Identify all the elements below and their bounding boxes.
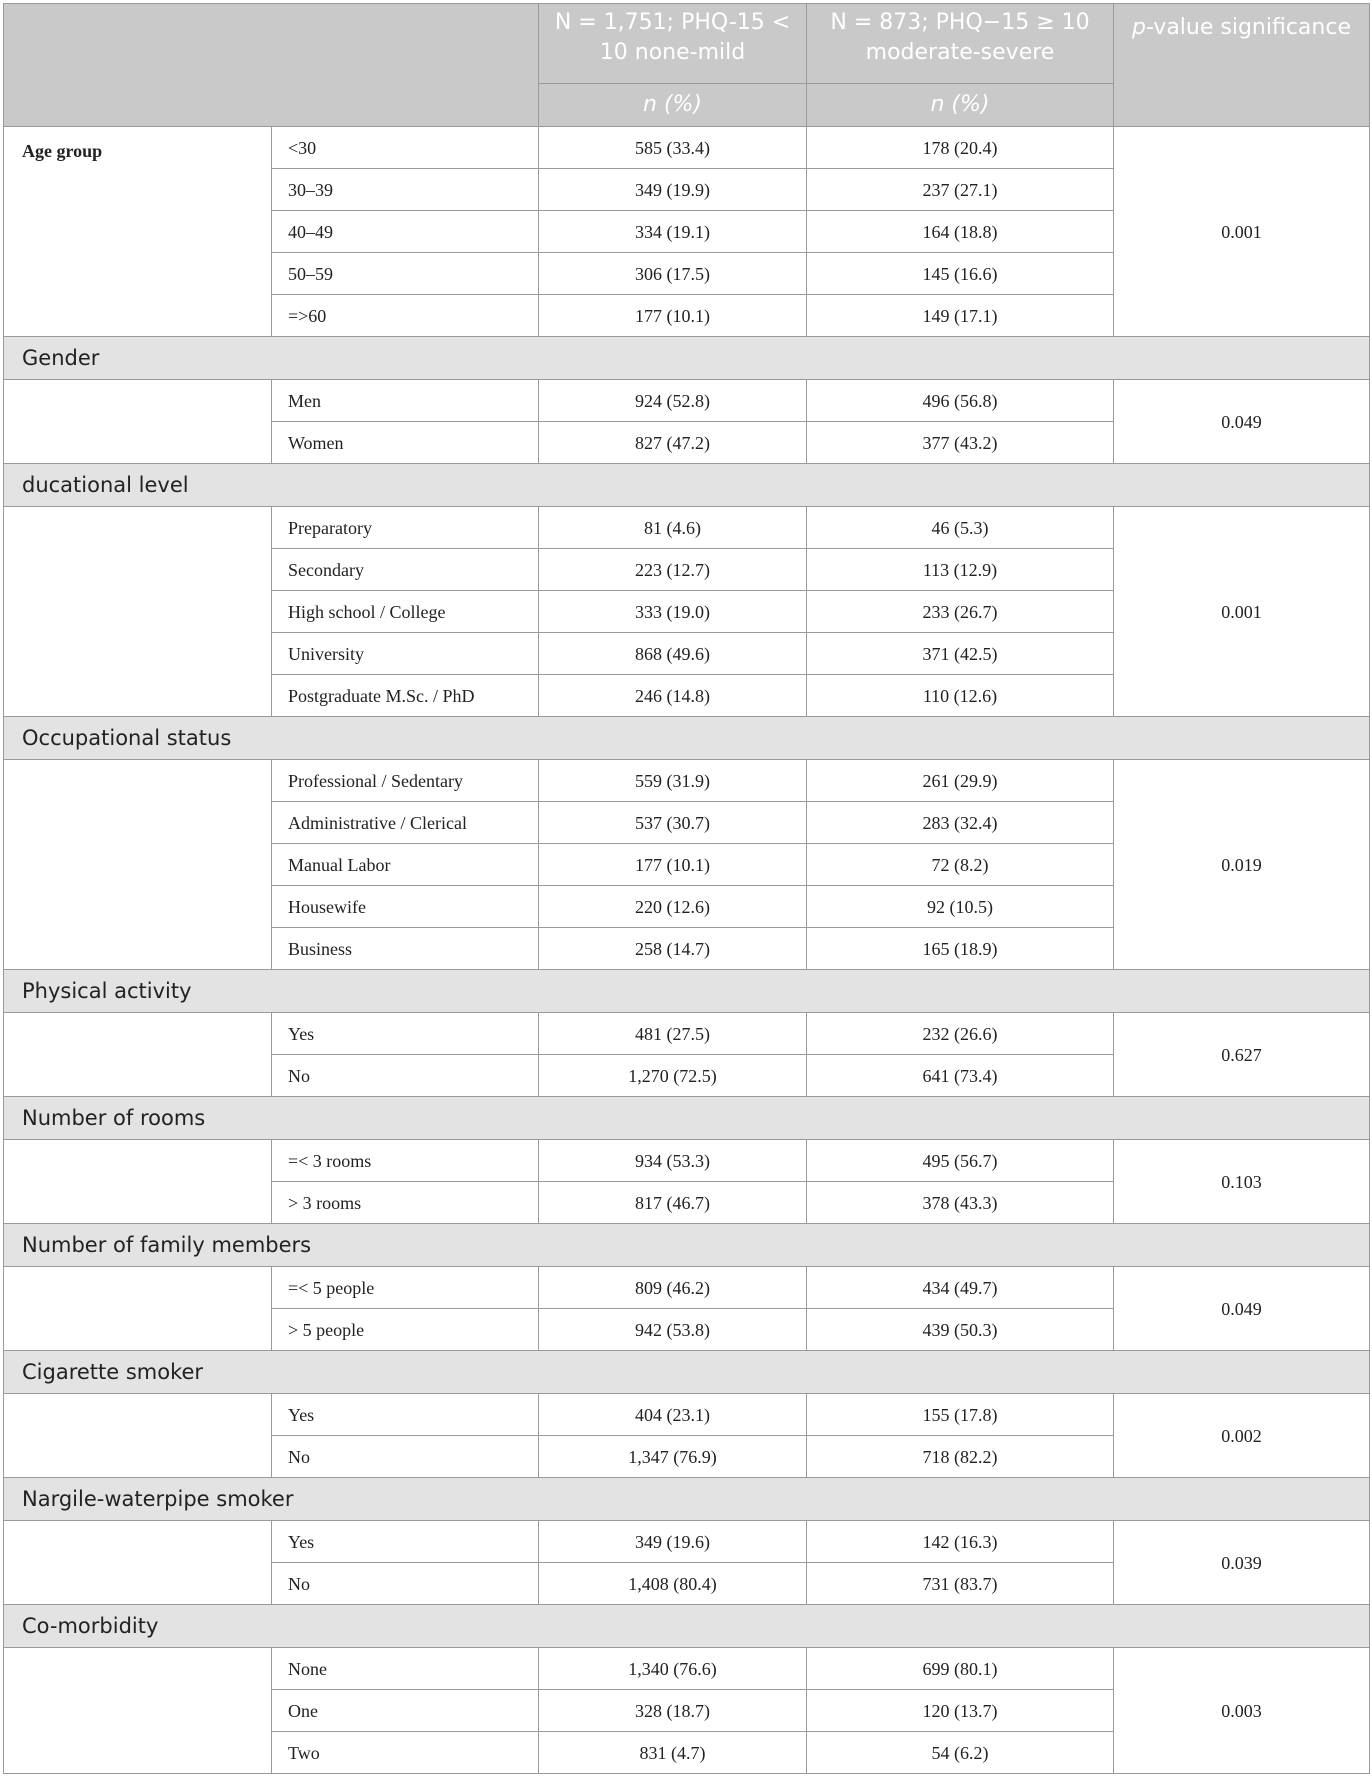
value-moderate-severe: 731 (83.7)	[807, 1563, 1114, 1605]
value-moderate-severe: 155 (17.8)	[807, 1394, 1114, 1436]
table-row	[4, 1521, 1370, 1563]
category-cell: 30–39	[272, 169, 539, 211]
value-moderate-severe: 496 (56.8)	[807, 380, 1114, 422]
value-moderate-severe: 283 (32.4)	[807, 802, 1114, 844]
category-cell: > 5 people	[272, 1309, 539, 1351]
value-none-mild: 333 (19.0)	[539, 591, 807, 633]
value-moderate-severe: 110 (12.6)	[807, 675, 1114, 717]
value-moderate-severe: 145 (16.6)	[807, 253, 1114, 295]
section-title: Number of rooms	[4, 1097, 1370, 1140]
value-moderate-severe: 142 (16.3)	[807, 1521, 1114, 1563]
category-cell: No	[272, 1055, 539, 1097]
table-row	[4, 380, 1370, 422]
table-header	[4, 4, 1370, 127]
value-moderate-severe: 439 (50.3)	[807, 1309, 1114, 1351]
value-moderate-severe: 46 (5.3)	[807, 507, 1114, 549]
blank-cell	[4, 1267, 272, 1351]
value-none-mild: 924 (52.8)	[539, 380, 807, 422]
value-moderate-severe: 178 (20.4)	[807, 127, 1114, 169]
value-none-mild: 306 (17.5)	[539, 253, 807, 295]
header-p-value	[1114, 4, 1370, 127]
category-cell: None	[272, 1648, 539, 1690]
value-moderate-severe: 72 (8.2)	[807, 844, 1114, 886]
section-header-row	[4, 1097, 1370, 1140]
table-row	[4, 1394, 1370, 1436]
value-none-mild: 349 (19.9)	[539, 169, 807, 211]
header-n-pct: n (%)	[807, 84, 1114, 127]
section-title: Physical activity	[4, 970, 1370, 1013]
value-none-mild: 827 (47.2)	[539, 422, 807, 464]
value-moderate-severe: 233 (26.7)	[807, 591, 1114, 633]
p-value: 0.627	[1114, 1013, 1370, 1097]
category-cell: =< 5 people	[272, 1267, 539, 1309]
p-value: 0.001	[1114, 507, 1370, 717]
blank-cell	[4, 1648, 272, 1774]
category-cell: Yes	[272, 1521, 539, 1563]
section-header-row	[4, 1605, 1370, 1648]
group-label: Age group	[4, 127, 272, 337]
header-none-mild: N = 1,751; PHQ-15 < 10 none-mild	[539, 4, 807, 84]
section-header-row	[4, 464, 1370, 507]
header-blank	[4, 4, 539, 127]
category-cell: One	[272, 1690, 539, 1732]
value-moderate-severe: 164 (18.8)	[807, 211, 1114, 253]
value-moderate-severe: 165 (18.9)	[807, 928, 1114, 970]
value-moderate-severe: 120 (13.7)	[807, 1690, 1114, 1732]
category-cell: Secondary	[272, 549, 539, 591]
value-none-mild: 942 (53.8)	[539, 1309, 807, 1351]
p-value: 0.019	[1114, 760, 1370, 970]
value-none-mild: 809 (46.2)	[539, 1267, 807, 1309]
data-table	[3, 3, 1370, 1774]
blank-cell	[4, 1521, 272, 1605]
value-moderate-severe: 434 (49.7)	[807, 1267, 1114, 1309]
category-cell: =>60	[272, 295, 539, 337]
p-value: 0.039	[1114, 1521, 1370, 1605]
category-cell: > 3 rooms	[272, 1182, 539, 1224]
value-none-mild: 559 (31.9)	[539, 760, 807, 802]
category-cell: Administrative / Clerical	[272, 802, 539, 844]
value-moderate-severe: 371 (42.5)	[807, 633, 1114, 675]
value-moderate-severe: 718 (82.2)	[807, 1436, 1114, 1478]
value-moderate-severe: 232 (26.6)	[807, 1013, 1114, 1055]
value-none-mild: 220 (12.6)	[539, 886, 807, 928]
p-value: 0.002	[1114, 1394, 1370, 1478]
p-value: 0.049	[1114, 380, 1370, 464]
table-body	[4, 127, 1370, 1774]
blank-cell	[4, 1013, 272, 1097]
table-row	[4, 507, 1370, 549]
value-moderate-severe: 237 (27.1)	[807, 169, 1114, 211]
section-header-row	[4, 1224, 1370, 1267]
value-moderate-severe: 149 (17.1)	[807, 295, 1114, 337]
category-cell: Professional / Sedentary	[272, 760, 539, 802]
value-none-mild: 481 (27.5)	[539, 1013, 807, 1055]
value-none-mild: 404 (23.1)	[539, 1394, 807, 1436]
table-row	[4, 1013, 1370, 1055]
category-cell: Two	[272, 1732, 539, 1774]
category-cell: Manual Labor	[272, 844, 539, 886]
value-none-mild: 177 (10.1)	[539, 844, 807, 886]
value-none-mild: 831 (4.7)	[539, 1732, 807, 1774]
section-header-row	[4, 1351, 1370, 1394]
p-value: 0.003	[1114, 1648, 1370, 1774]
section-title: Occupational status	[4, 717, 1370, 760]
value-moderate-severe: 699 (80.1)	[807, 1648, 1114, 1690]
section-header-row	[4, 970, 1370, 1013]
category-cell: Business	[272, 928, 539, 970]
value-none-mild: 246 (14.8)	[539, 675, 807, 717]
section-header-row	[4, 1478, 1370, 1521]
category-cell: Housewife	[272, 886, 539, 928]
table-row	[4, 760, 1370, 802]
category-cell: High school / College	[272, 591, 539, 633]
value-none-mild: 223 (12.7)	[539, 549, 807, 591]
p-rest: -value significance	[1145, 15, 1351, 40]
value-none-mild: 328 (18.7)	[539, 1690, 807, 1732]
category-cell: University	[272, 633, 539, 675]
category-cell: Yes	[272, 1013, 539, 1055]
value-none-mild: 177 (10.1)	[539, 295, 807, 337]
value-none-mild: 1,408 (80.4)	[539, 1563, 807, 1605]
value-none-mild: 934 (53.3)	[539, 1140, 807, 1182]
value-none-mild: 1,340 (76.6)	[539, 1648, 807, 1690]
p-italic: p	[1131, 15, 1146, 40]
value-none-mild: 585 (33.4)	[539, 127, 807, 169]
section-title: Number of family members	[4, 1224, 1370, 1267]
value-none-mild: 1,270 (72.5)	[539, 1055, 807, 1097]
value-none-mild: 817 (46.7)	[539, 1182, 807, 1224]
blank-cell	[4, 380, 272, 464]
section-title: ducational level	[4, 464, 1370, 507]
value-none-mild: 349 (19.6)	[539, 1521, 807, 1563]
header-n-pct: n (%)	[539, 84, 807, 127]
category-cell: 40–49	[272, 211, 539, 253]
blank-cell	[4, 507, 272, 717]
table-row	[4, 1267, 1370, 1309]
value-none-mild: 1,347 (76.9)	[539, 1436, 807, 1478]
value-moderate-severe: 377 (43.2)	[807, 422, 1114, 464]
value-none-mild: 537 (30.7)	[539, 802, 807, 844]
value-moderate-severe: 113 (12.9)	[807, 549, 1114, 591]
category-cell: Preparatory	[272, 507, 539, 549]
p-value: 0.001	[1114, 127, 1370, 337]
category-cell: <30	[272, 127, 539, 169]
value-none-mild: 258 (14.7)	[539, 928, 807, 970]
section-title: Cigarette smoker	[4, 1351, 1370, 1394]
value-moderate-severe: 641 (73.4)	[807, 1055, 1114, 1097]
category-cell: Yes	[272, 1394, 539, 1436]
p-value: 0.049	[1114, 1267, 1370, 1351]
section-title: Nargile-waterpipe smoker	[4, 1478, 1370, 1521]
value-none-mild: 81 (4.6)	[539, 507, 807, 549]
value-none-mild: 334 (19.1)	[539, 211, 807, 253]
value-moderate-severe: 378 (43.3)	[807, 1182, 1114, 1224]
value-moderate-severe: 495 (56.7)	[807, 1140, 1114, 1182]
section-title: Co-morbidity	[4, 1605, 1370, 1648]
blank-cell	[4, 1140, 272, 1224]
table-row	[4, 1648, 1370, 1690]
table-row	[4, 127, 1370, 169]
value-none-mild: 868 (49.6)	[539, 633, 807, 675]
blank-cell	[4, 1394, 272, 1478]
header-moderate-severe: N = 873; PHQ−15 ≥ 10 moderate-severe	[807, 4, 1114, 84]
blank-cell	[4, 760, 272, 970]
p-value: 0.103	[1114, 1140, 1370, 1224]
category-cell: 50–59	[272, 253, 539, 295]
value-moderate-severe: 54 (6.2)	[807, 1732, 1114, 1774]
table-row	[4, 1140, 1370, 1182]
category-cell: =< 3 rooms	[272, 1140, 539, 1182]
section-title: Gender	[4, 337, 1370, 380]
value-moderate-severe: 261 (29.9)	[807, 760, 1114, 802]
category-cell: Postgraduate M.Sc. / PhD	[272, 675, 539, 717]
category-cell: No	[272, 1436, 539, 1478]
category-cell: No	[272, 1563, 539, 1605]
category-cell: Men	[272, 380, 539, 422]
category-cell: Women	[272, 422, 539, 464]
section-header-row	[4, 717, 1370, 760]
section-header-row	[4, 337, 1370, 380]
value-moderate-severe: 92 (10.5)	[807, 886, 1114, 928]
